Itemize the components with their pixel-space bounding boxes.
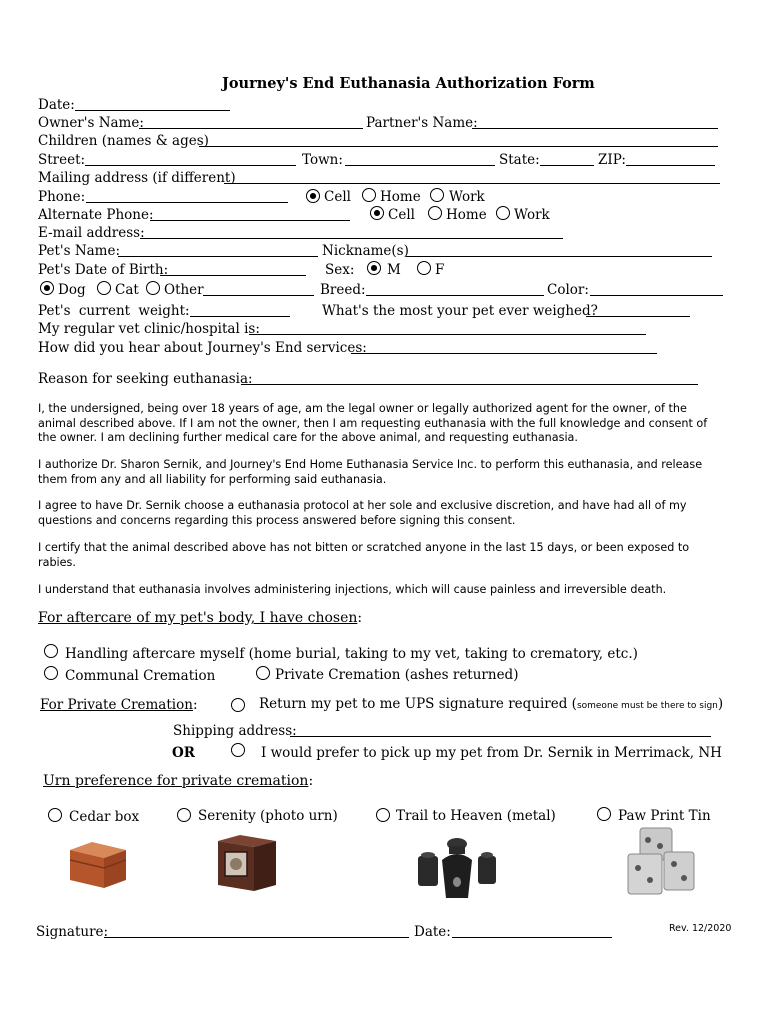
urn-heading-colon: : bbox=[308, 773, 314, 789]
phone-cell-radio[interactable] bbox=[306, 189, 320, 203]
private-cremation-colon: : bbox=[192, 697, 198, 713]
nickname-label: Nickname(s) bbox=[322, 243, 409, 259]
street-field[interactable] bbox=[85, 165, 296, 166]
pickup-radio[interactable] bbox=[231, 743, 245, 757]
aftercare-communal-radio[interactable] bbox=[44, 666, 58, 680]
town-label: Town: bbox=[302, 152, 343, 168]
vet-field[interactable] bbox=[249, 334, 646, 335]
email-field[interactable] bbox=[140, 238, 563, 239]
return-ups-label: Return my pet to me UPS signature required ( bbox=[259, 696, 577, 712]
weight-label: Pet's current weight: bbox=[38, 303, 190, 319]
reason-field[interactable] bbox=[241, 384, 698, 385]
zip-label: ZIP: bbox=[598, 152, 626, 168]
revision-label: Rev. 12/2020 bbox=[669, 923, 732, 934]
species-other-field[interactable] bbox=[203, 295, 314, 296]
form-title: Journey's End Euthanasia Authorization Form bbox=[222, 75, 595, 92]
phone-home-label: Home bbox=[380, 189, 421, 205]
footer-date-label: Date: bbox=[414, 924, 451, 940]
urn-heading-text: Urn preference for private cremation bbox=[43, 773, 309, 789]
urn-serenity-radio[interactable] bbox=[177, 808, 191, 822]
return-ups-radio[interactable] bbox=[231, 698, 245, 712]
return-ups-close: ) bbox=[717, 696, 724, 712]
sex-m-label: M bbox=[387, 262, 401, 278]
species-cat-radio[interactable] bbox=[97, 281, 111, 295]
reason-label: Reason for seeking euthanasia: bbox=[38, 371, 253, 387]
urn-trail-radio[interactable] bbox=[376, 808, 390, 822]
phone-home-radio[interactable] bbox=[362, 188, 376, 202]
species-cat-label: Cat bbox=[115, 282, 139, 298]
breed-label: Breed: bbox=[320, 282, 366, 298]
paragraph-protocol: I agree to have Dr. Sernik choose a euthanasia protocol at her sole and exclusive discretion, and have had all of my questions and concerns regarding this process answered before signing this consent. bbox=[38, 499, 687, 527]
alt-phone-field[interactable] bbox=[150, 220, 350, 221]
aftercare-handling-label: Handling aftercare myself (home burial, taking to my vet, taking to crematory, etc.) bbox=[65, 646, 638, 662]
shipping-field[interactable] bbox=[290, 736, 711, 737]
weight-field[interactable] bbox=[190, 316, 290, 317]
phone-work-label: Work bbox=[449, 189, 485, 205]
mailing-label: Mailing address (if different) bbox=[38, 170, 236, 186]
pickup-label: I would prefer to pick up my pet from Dr. Sernik in Merrimack, NH bbox=[261, 745, 722, 761]
breed-field[interactable] bbox=[366, 295, 544, 296]
urn-pawprint-label: Paw Print Tin bbox=[618, 808, 711, 824]
return-ups-note: someone must be there to sign bbox=[576, 701, 718, 711]
phone-label: Phone: bbox=[38, 189, 86, 205]
dob-label: Pet's Date of Birth: bbox=[38, 262, 169, 278]
species-dog-radio[interactable] bbox=[40, 281, 54, 295]
species-other-label: Other bbox=[164, 282, 204, 298]
date-field[interactable] bbox=[75, 110, 230, 111]
max-weight-field[interactable] bbox=[586, 316, 690, 317]
alt-phone-home-radio[interactable] bbox=[428, 206, 442, 220]
sex-f-label: F bbox=[435, 262, 445, 278]
signature-field[interactable] bbox=[104, 937, 409, 938]
trail-to-heaven-urn-image bbox=[416, 830, 500, 900]
return-ups-option bbox=[259, 696, 723, 714]
private-cremation-heading bbox=[40, 697, 198, 713]
alt-phone-cell-radio[interactable] bbox=[370, 206, 384, 220]
shipping-label: Shipping address: bbox=[173, 723, 297, 739]
town-field[interactable] bbox=[345, 165, 495, 166]
street-label: Street: bbox=[38, 152, 86, 168]
paragraph-authorize: I authorize Dr. Sharon Sernik, and Journey's End Home Euthanasia Service Inc. to perform this euthanasia, and release them from any and all liability for performing said euthanasia. bbox=[38, 458, 703, 486]
urn-cedar-radio[interactable] bbox=[48, 808, 62, 822]
pet-name-label: Pet's Name: bbox=[38, 243, 121, 259]
vet-label: My regular vet clinic/hospital is: bbox=[38, 321, 260, 337]
children-label: Children (names & ages) bbox=[38, 133, 209, 149]
alt-phone-work-radio[interactable] bbox=[496, 206, 510, 220]
date-label: Date: bbox=[38, 97, 75, 113]
alt-phone-work-label: Work bbox=[514, 207, 550, 223]
state-label: State: bbox=[499, 152, 540, 168]
urn-cedar-label: Cedar box bbox=[69, 809, 140, 825]
paw-print-tin-image bbox=[626, 826, 696, 900]
urn-pawprint-radio[interactable] bbox=[597, 807, 611, 821]
private-cremation-label: For Private Cremation bbox=[40, 697, 193, 713]
nickname-field[interactable] bbox=[406, 256, 712, 257]
paragraph-rabies: I certify that the animal described above has not bitten or scratched anyone in the last 15 days, or been exposed to rabies. bbox=[38, 541, 690, 569]
email-label: E-mail address: bbox=[38, 225, 145, 241]
paragraph-understand: I understand that euthanasia involves administering injections, which will cause painless and irreversible death. bbox=[38, 583, 667, 596]
alt-phone-label: Alternate Phone: bbox=[38, 207, 154, 223]
state-field[interactable] bbox=[540, 165, 594, 166]
or-label: OR bbox=[172, 745, 195, 761]
urn-heading bbox=[43, 773, 313, 789]
alt-phone-cell-label: Cell bbox=[388, 207, 415, 223]
owner-field[interactable] bbox=[139, 128, 363, 129]
owner-label: Owner's Name: bbox=[38, 115, 144, 131]
phone-work-radio[interactable] bbox=[430, 188, 444, 202]
alt-phone-home-label: Home bbox=[446, 207, 487, 223]
mailing-field[interactable] bbox=[224, 183, 720, 184]
hear-label: How did you hear about Journey's End services: bbox=[38, 340, 367, 356]
color-label: Color: bbox=[547, 282, 589, 298]
children-field[interactable] bbox=[199, 146, 718, 147]
aftercare-private-label: Private Cremation (ashes returned) bbox=[275, 667, 519, 683]
urn-trail-label: Trail to Heaven (metal) bbox=[396, 808, 556, 824]
phone-field[interactable] bbox=[86, 202, 288, 203]
color-field[interactable] bbox=[590, 295, 723, 296]
pet-name-field[interactable] bbox=[118, 256, 318, 257]
hear-field[interactable] bbox=[351, 353, 657, 354]
phone-cell-label: Cell bbox=[324, 189, 351, 205]
dob-field[interactable] bbox=[160, 275, 306, 276]
partner-label: Partner's Name: bbox=[366, 115, 478, 131]
urn-serenity-label: Serenity (photo urn) bbox=[198, 808, 338, 824]
footer-date-field[interactable] bbox=[452, 937, 612, 938]
aftercare-heading-text: For aftercare of my pet's body, I have chosen bbox=[38, 610, 358, 626]
aftercare-heading-colon: : bbox=[357, 610, 363, 626]
species-dog-label: Dog bbox=[58, 282, 86, 298]
species-other-radio[interactable] bbox=[146, 281, 160, 295]
aftercare-private-radio[interactable] bbox=[256, 666, 270, 680]
paragraph-ownership: I, the undersigned, being over 18 years of age, am the legal owner or legally authorized agent for the owner, of the animal described above. If I am not the owner, then I am requesting euthanasia with the full knowledge and consent of the owner. I am declining further medical care for the above animal, and requesting euthanasia. bbox=[38, 402, 708, 444]
aftercare-handling-radio[interactable] bbox=[44, 644, 58, 658]
aftercare-heading bbox=[38, 610, 362, 626]
serenity-urn-image bbox=[214, 833, 280, 895]
signature-label: Signature: bbox=[36, 924, 109, 940]
sex-m-radio[interactable] bbox=[367, 261, 381, 275]
max-weight-label: What's the most your pet ever weighed? bbox=[322, 303, 598, 319]
cedar-box-image bbox=[64, 838, 130, 896]
sex-f-radio[interactable] bbox=[417, 261, 431, 275]
partner-field[interactable] bbox=[472, 128, 718, 129]
sex-label: Sex: bbox=[325, 262, 355, 278]
aftercare-communal-label: Communal Cremation bbox=[65, 668, 216, 684]
zip-field[interactable] bbox=[626, 165, 715, 166]
